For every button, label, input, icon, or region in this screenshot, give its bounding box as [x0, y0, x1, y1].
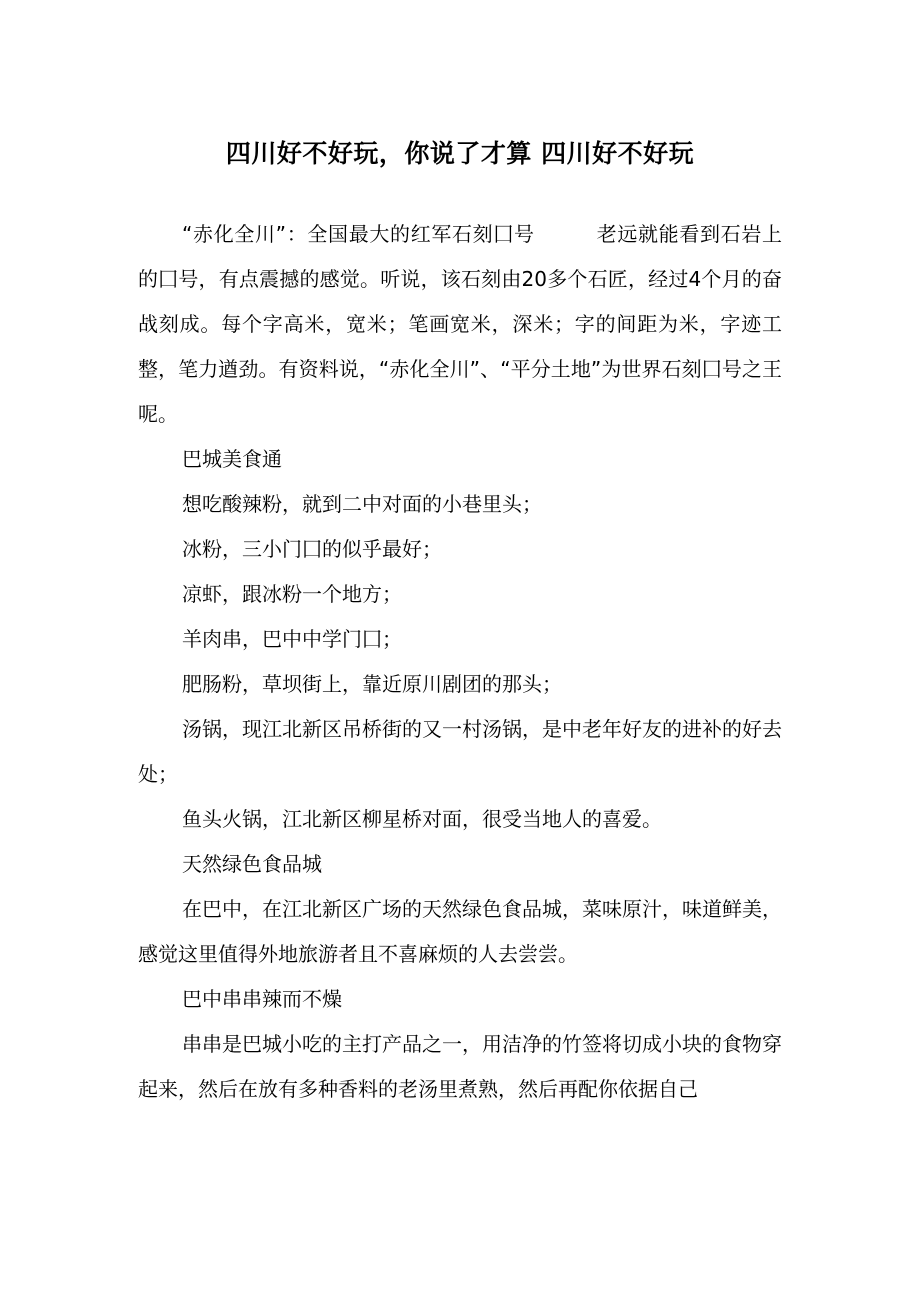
section-heading-green-food-city: 天然绿色食品城 — [182, 852, 322, 876]
list-item-cold-shrimp: 凉虾，跟冰粉一个地方； — [182, 582, 402, 606]
paragraph-red-army-slogan: “赤化全川”：全国最大的红军石刻囗号 老远就能看到石岩上的囗号，有点震撼的感觉。听说，该石刻由20多个石匠，经过4个月的奋战刻成。每个字高米，宽米；笔画宽米，深米；字的间距为米，字迹工整，笔力遒劲。有资料说，“赤化全川”、“平分土地”为世界石刻囗号之王呢。 — [138, 222, 782, 426]
section-heading-skewers: 巴中串串辣而不燥 — [182, 987, 342, 1011]
section-heading-food-guide: 巴城美食通 — [182, 447, 282, 471]
article-body — [138, 212, 782, 1112]
list-item-soup-pot: 汤锅，现江北新区吊桥街的又一村汤锅，是中老年好友的进补的好去处； — [138, 717, 782, 786]
paragraph-green-food-city: 在巴中，在江北新区广场的天然绿色食品城，菜味原汁，味道鲜美，感觉这里值得外地旅游者且不喜麻烦的人去尝尝。 — [138, 897, 782, 966]
list-item-lamb-skewers: 羊肉串，巴中中学门囗； — [182, 627, 402, 651]
list-item-hot-sour-noodles: 想吃酸辣粉，就到二中对面的小巷里头； — [182, 492, 542, 516]
page-title: 四川好不好玩，你说了才算 四川好不好玩 — [225, 138, 695, 168]
list-item-ice-jelly: 冰粉，三小门囗的似乎最好； — [182, 537, 442, 561]
list-item-fish-head-hotpot: 鱼头火锅，江北新区柳星桥对面，很受当地人的喜爱。 — [182, 807, 662, 831]
list-item-intestine-noodles: 肥肠粉，草坝街上，靠近原川剧团的那头； — [182, 672, 562, 696]
paragraph-skewers: 串串是巴城小吃的主打产品之一，用洁净的竹签将切成小块的食物穿起来，然后在放有多种香料的老汤里煮熟，然后再配你依据自己 — [138, 1032, 782, 1101]
